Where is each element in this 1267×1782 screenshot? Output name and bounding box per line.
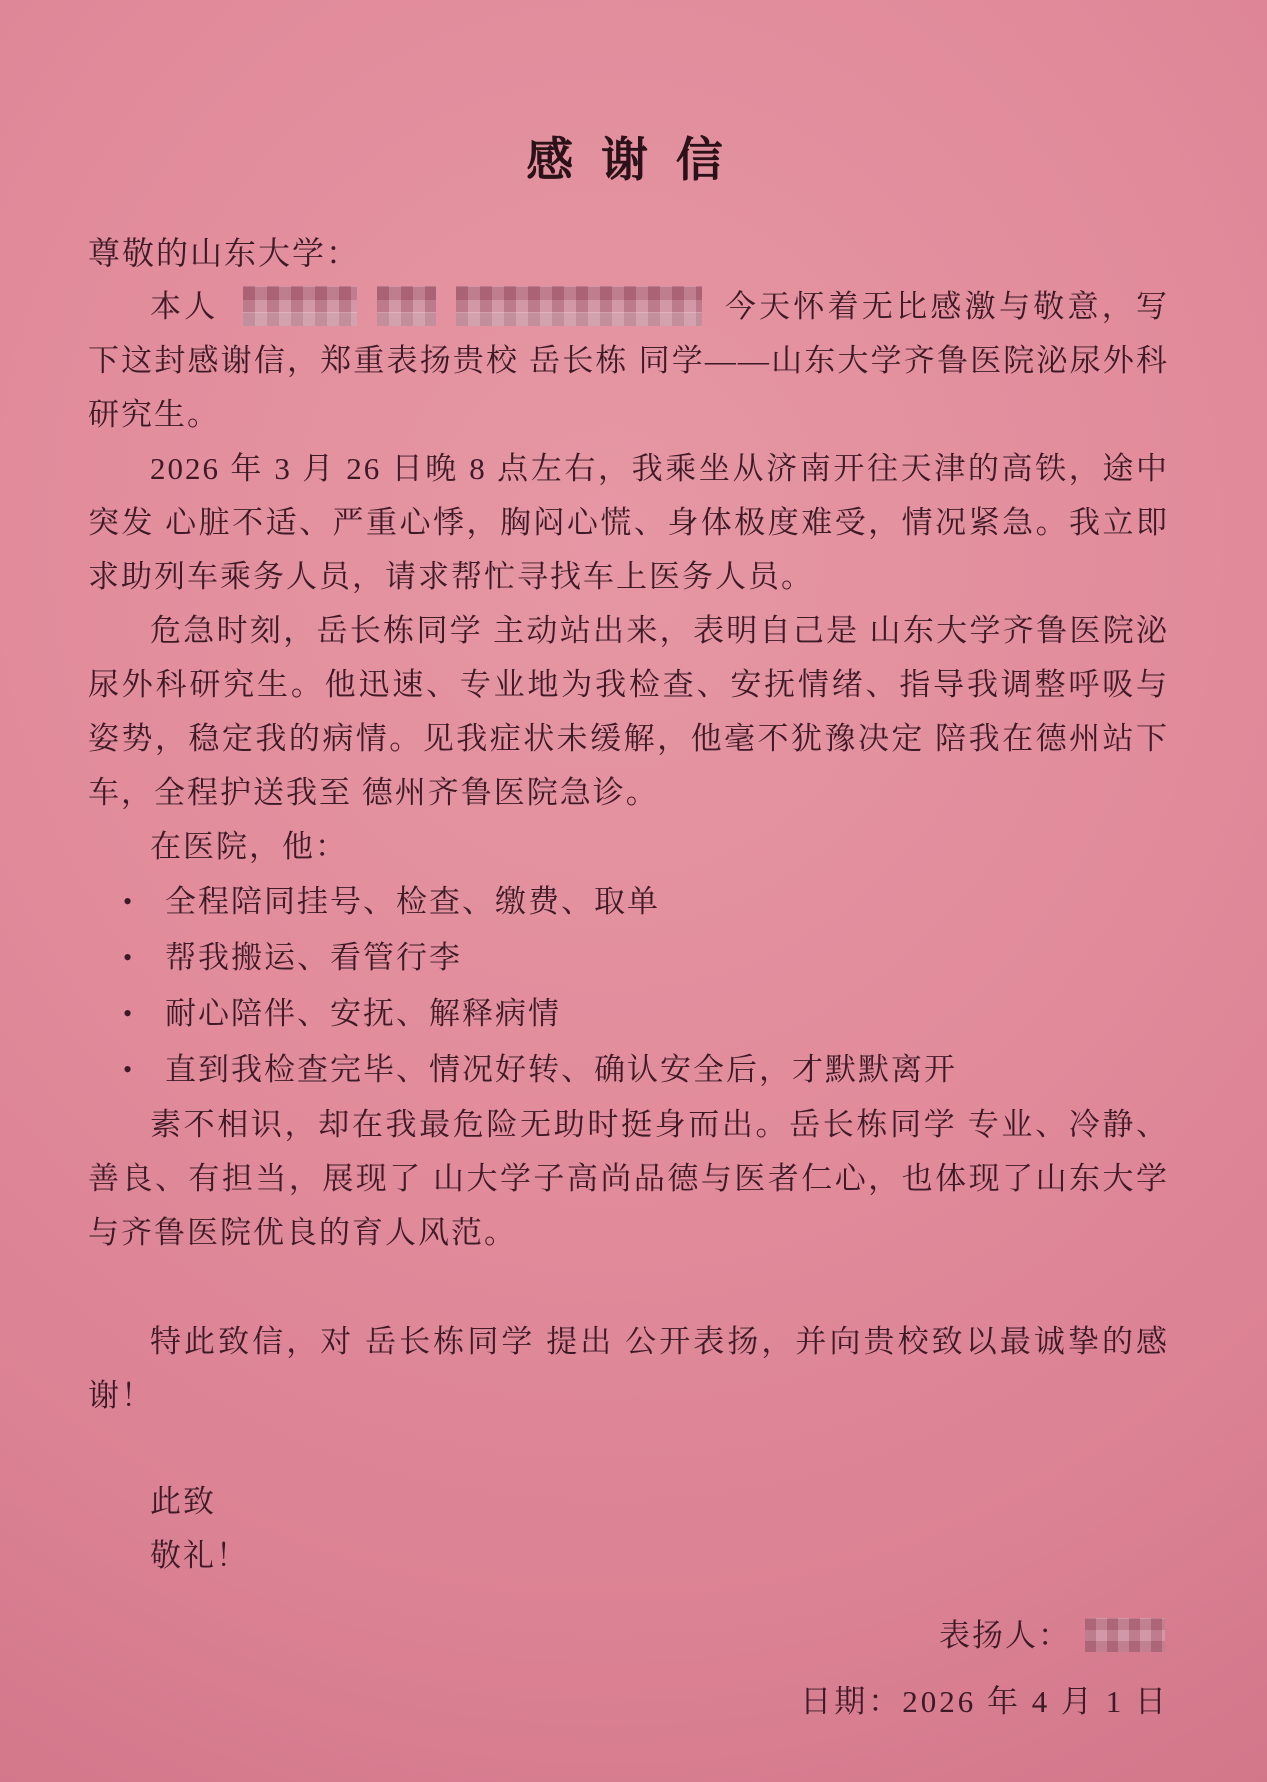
letter-title: 感 谢 信 — [526, 135, 731, 187]
list-item — [88, 874, 1169, 930]
bullet-icon: • — [123, 887, 135, 916]
redacted-name-block — [243, 286, 357, 326]
bullet-text: 全程陪同挂号、检查、缴费、取单 — [165, 884, 660, 919]
para1-suffix: 今天怀着无比感激与敬意，写下这封感谢信，郑重表扬贵校 岳长栋 同学——山东大学齐鲁医院泌尿外科研究生。 — [88, 289, 1170, 432]
bullet-text: 直到我检查完毕、情况好转、确认安全后，才默默离开 — [165, 1052, 957, 1087]
bullet-icon: • — [123, 943, 135, 972]
bullet-text: 帮我搬运、看管行李 — [165, 940, 462, 975]
redacted-id-block-short — [377, 286, 436, 326]
closing-regards: 此致 — [150, 1484, 216, 1519]
redacted-signature-block — [1085, 1618, 1165, 1652]
date-line: 日期：2026 年 4 月 1 日 — [800, 1684, 1169, 1719]
redacted-id-block-long — [456, 286, 702, 326]
paragraph-rescue: 危急时刻，岳长栋同学 主动站出来，表明自己是 山东大学齐鲁医院泌尿外科研究生。他迅速、专业地为我检查、安抚情绪、指导我调整呼吸与姿势，稳定我的病情。见我症状未缓解，他毫不犹豫决定 陪我在德州站下车，全程护送我至 德州齐鲁医院急诊。 — [88, 613, 1169, 810]
bullet-icon: • — [123, 999, 135, 1028]
list-item — [88, 930, 1169, 986]
paragraph-incident: 2026 年 3 月 26 日晚 8 点左右，我乘坐从济南开往天津的高铁，途中突发 心脏不适、严重心悸，胸闷心慌、身体极度难受，情况紧急。我立即求助列车乘务人员，请求帮忙寻找车上医务人员。 — [88, 451, 1169, 594]
signature-label: 表扬人： — [939, 1618, 1071, 1653]
bullet-text: 耐心陪伴、安抚、解释病情 — [165, 996, 561, 1031]
deeds-list — [88, 874, 1169, 1098]
closing-salute: 敬礼！ — [150, 1538, 249, 1573]
salutation: 尊敬的山东大学： — [88, 235, 361, 271]
paragraph-praise: 素不相识，却在我最危险无助时挺身而出。岳长栋同学 专业、冷静、善良、有担当，展现了 山大学子高尚品德与医者仁心，也体现了山东大学与齐鲁医院优良的育人风范。 — [88, 1107, 1169, 1250]
para1-prefix: 本人 — [150, 289, 219, 324]
hospital-intro-line: 在医院，他： — [150, 829, 348, 864]
signature-line — [88, 1609, 1169, 1663]
paragraph-request: 特此致信，对 岳长栋同学 提出 公开表扬，并向贵校致以最诚挚的感谢！ — [88, 1324, 1169, 1413]
bullet-icon: • — [123, 1055, 135, 1084]
paragraph-introduction — [88, 280, 1169, 442]
list-item — [88, 1042, 1169, 1098]
list-item — [88, 986, 1169, 1042]
